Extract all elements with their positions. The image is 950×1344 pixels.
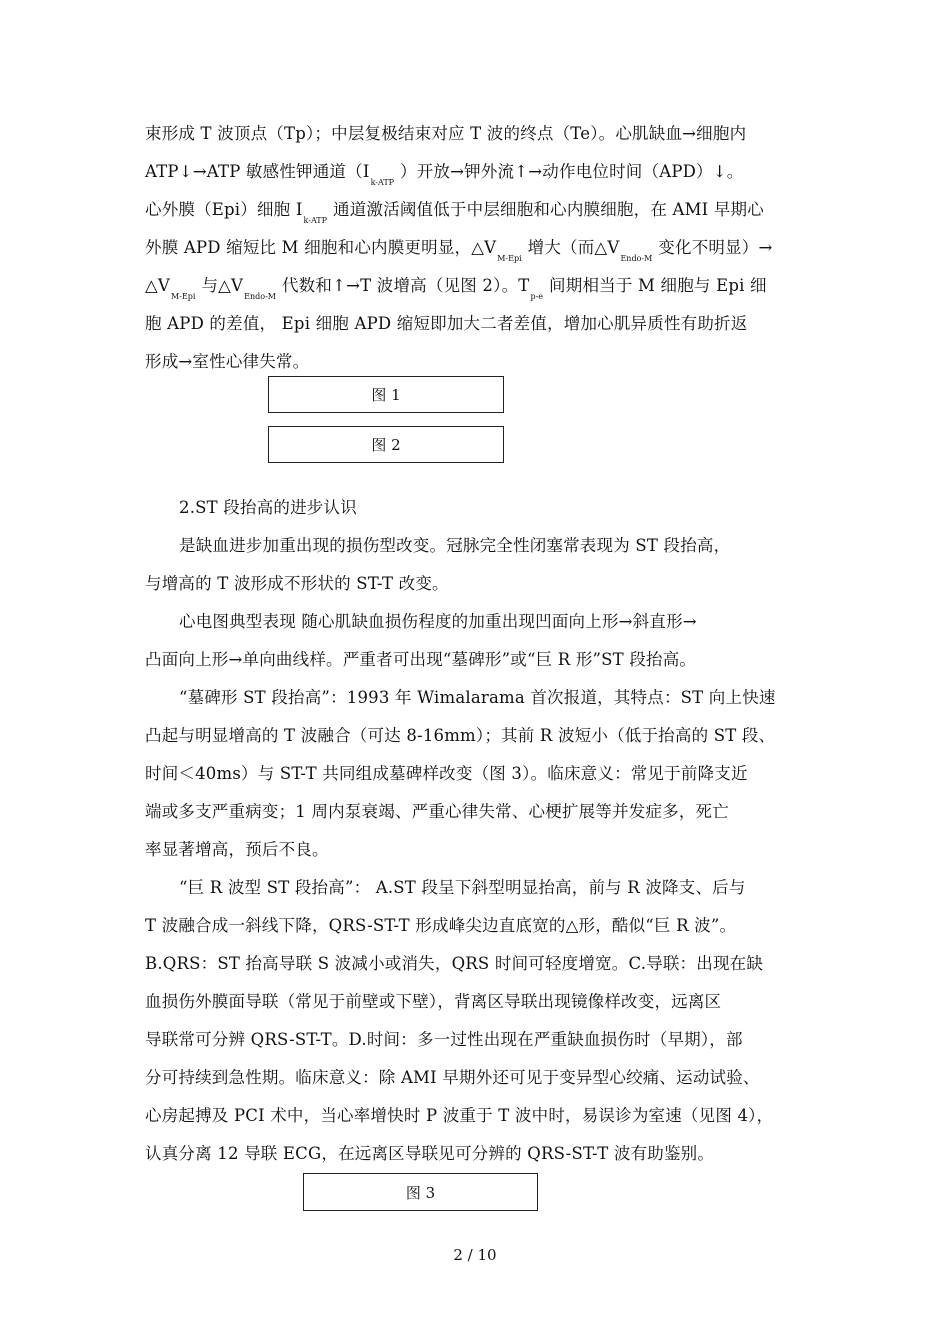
figure-2-placeholder — [268, 426, 504, 463]
text-run: 增大（而△V — [527, 238, 620, 257]
subscript: M-Epi — [497, 254, 522, 263]
text-line: 分可持续到急性期。临床意义：除 AMI 早期外还可见于变异型心绞痛、运动试验、 — [145, 1068, 760, 1087]
section-st-elevation — [145, 489, 813, 1173]
text-line: 心房起搏及 PCI 术中，当心率增快时 P 波重于 T 波中时，易误诊为室速（见图 4）， — [145, 1106, 774, 1125]
subscript: M-Epi — [171, 292, 196, 301]
text-run: 代数和↑→T 波增高（见图 2）。T — [281, 276, 530, 295]
subscript: k-ATP — [303, 216, 328, 225]
text-run: 心外膜（Epi）细胞 I — [145, 200, 303, 219]
text-line: T 波融合成一斜线下降，QRS-ST-T 形成峰尖边直底宽的△形，酷似“巨 R 波”。 — [145, 916, 737, 935]
text-line: 与增高的 T 波形成不形状的 ST-T 改变。 — [145, 574, 449, 593]
figure-3-placeholder — [303, 1173, 538, 1211]
figure-1-caption: 图 1 — [371, 386, 401, 404]
text-line: 心电图典型表现 随心肌缺血损伤程度的加重出现凹面向上形→斜直形→ — [179, 612, 697, 631]
text-run: 外膜 APD 缩短比 M 细胞和心内膜更明显，△V — [145, 238, 497, 257]
text-run: ）开放→钾外流↑→动作电位时间（APD）↓。 — [400, 162, 744, 181]
subscript: Endo-M — [244, 292, 276, 301]
text-line: 时间＜40ms）与 ST-T 共同组成墓碑样改变（图 3）。临床意义：常见于前降支近 — [145, 764, 748, 783]
text-run: 通道激活阈值低于中层细胞和心内膜细胞，在 AMI 早期心 — [333, 200, 764, 219]
text-line: 认真分离 12 导联 ECG，在远离区导联见可分辨的 QRS-ST-T 波有助鉴别。 — [145, 1144, 715, 1163]
text-line: 导联常可分辨 QRS-ST-T。D.时间：多一过性出现在严重缺血损伤时（早期），部 — [145, 1030, 743, 1049]
text-line — [145, 153, 813, 191]
figure-3-caption: 图 3 — [405, 1183, 436, 1202]
text-line: “巨 R 波型 ST 段抬高”： A.ST 段呈下斜型明显抬高，前与 R 波降支、后与 — [179, 878, 746, 897]
text-line: 形成→室性心律失常。 — [145, 352, 310, 371]
text-line: 凸起与明显增高的 T 波融合（可达 8-16mm）；其前 R 波短小（低于抬高的 ST 段、 — [145, 726, 776, 745]
text-line — [145, 267, 813, 305]
text-line: “墓碑形 ST 段抬高”：1993 年 Wimalarama 首次报道，其特点：ST 向上快速 — [179, 688, 776, 707]
paragraph-ischemia-mechanism — [145, 115, 813, 381]
text-run: 变化不明显）→ — [658, 238, 773, 257]
text-run: △V — [145, 276, 171, 295]
text-run: 与△V — [201, 276, 244, 295]
text-line — [145, 191, 813, 229]
section-heading: 2.ST 段抬高的进步认识 — [179, 498, 357, 517]
text-line: 端或多支严重病变；1 周内泵衰竭、严重心律失常、心梗扩展等并发症多，死亡 — [145, 802, 729, 821]
text-line: B.QRS：ST 抬高导联 S 波减小或消失，QRS 时间可轻度增宽。C.导联：出现在缺 — [145, 954, 764, 973]
figure-1-placeholder — [268, 376, 504, 413]
page-number: 2 / 10 — [453, 1246, 497, 1264]
text-line: 是缺血进步加重出现的损伤型改变。冠脉完全性闭塞常表现为 ST 段抬高， — [179, 536, 731, 555]
text-line: 胞 APD 的差值， Epi 细胞 APD 缩短即加大二者差值，增加心肌异质性有助折返 — [145, 314, 748, 333]
text-line — [145, 229, 813, 267]
figure-2-caption: 图 2 — [371, 436, 401, 454]
text-line: 束形成 T 波顶点（Tp）；中层复极结束对应 T 波的终点（Te）。心肌缺血→细胞内 — [145, 124, 747, 143]
subscript: p-e — [530, 292, 544, 301]
text-line: 凸面向上形→单向曲线样。严重者可出现“墓碑形”或“巨 R 形”ST 段抬高。 — [145, 650, 697, 669]
subscript: Endo-M — [620, 254, 653, 263]
text-run: 间期相当于 M 细胞与 Epi 细 — [549, 276, 767, 295]
text-run: ATP↓→ATP 敏感性钾通道（I — [145, 162, 370, 181]
text-line: 血损伤外膜面导联（常见于前壁或下壁），背离区导联出现镜像样改变，远离区 — [145, 992, 722, 1011]
text-line: 率显著增高，预后不良。 — [145, 840, 329, 859]
subscript: k-ATP — [370, 178, 395, 187]
